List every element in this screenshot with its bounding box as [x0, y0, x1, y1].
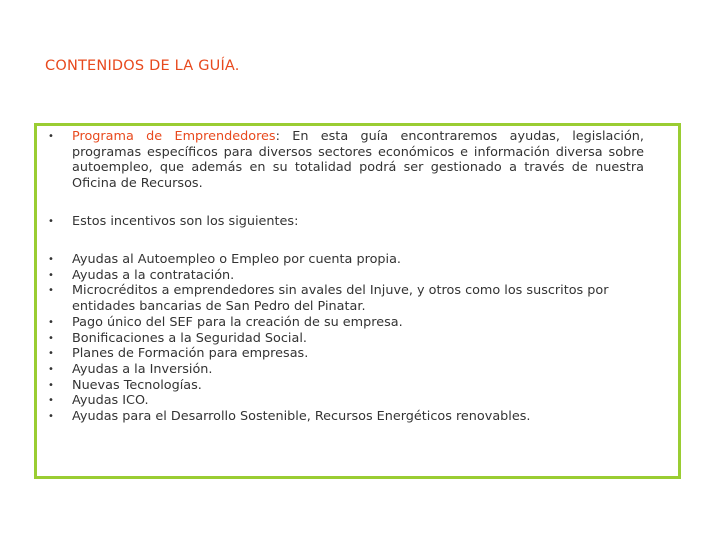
list-item — [37, 362, 678, 378]
list-item — [37, 346, 678, 362]
bullet-icon: • — [48, 131, 54, 142]
list-item-text: Nuevas Tecnologías. — [72, 377, 202, 393]
list-item-text: Ayudas para el Desarrollo Sostenible, Recursos Energéticos renovables. — [72, 409, 531, 425]
bullet-icon: • — [48, 379, 54, 391]
list-item-text: Ayudas a la contratación. — [72, 267, 235, 283]
intro-block — [37, 129, 678, 192]
bullet-icon: • — [48, 269, 54, 281]
list-item-text: Bonificaciones a la Seguridad Social. — [72, 330, 307, 346]
list-item-text: Ayudas ICO. — [72, 393, 149, 409]
bullet-icon: • — [48, 285, 54, 297]
bullet-icon: • — [48, 395, 54, 407]
list-item-text: Ayudas al Autoempleo o Empleo por cuenta propia. — [72, 252, 401, 267]
list-item — [37, 331, 678, 347]
list-item — [37, 393, 678, 409]
list-item-text: Microcréditos a emprendedores sin avales del Injuve, y otros como los suscritos por entidades bancarias de San Pedro del Pinatar. — [72, 283, 609, 315]
bullet-icon: • — [48, 216, 54, 227]
bullet-icon: • — [48, 316, 54, 328]
list-item — [37, 283, 678, 314]
incentives-block — [37, 214, 678, 230]
list-item-text: Pago único del SEF para la creación de su empresa. — [72, 314, 403, 330]
list-item — [37, 315, 678, 331]
list-item — [37, 378, 678, 394]
list-item — [37, 214, 678, 230]
bullet-icon: • — [48, 254, 54, 265]
incentives-list — [37, 252, 678, 425]
list-item-text: Planes de Formación para empresas. — [72, 346, 309, 362]
intro-term: Programa de Emprendedores — [72, 129, 276, 144]
content-box — [34, 123, 681, 479]
intro-text: : En esta guía encontraremos ayudas, legislación, programas específicos para diversos sectores económicos e información diversa sobre autoempleo, que además en su totalidad podrá ser gestionado a través de nuestra Oficina de Recursos. — [72, 129, 644, 192]
bullet-icon: • — [48, 411, 54, 423]
bullet-icon: • — [48, 363, 54, 375]
page-title: CONTENIDOS DE LA GUÍA. — [45, 58, 240, 74]
intro-paragraph — [72, 129, 678, 192]
list-item — [37, 409, 678, 425]
list-item — [37, 252, 678, 268]
incentives-text: Estos incentivos son los siguientes: — [72, 214, 299, 229]
bullet-icon: • — [48, 332, 54, 344]
list-item — [37, 268, 678, 284]
list-item-text: Ayudas a la Inversión. — [72, 361, 213, 377]
list-item — [37, 129, 678, 192]
bullet-icon: • — [48, 348, 54, 360]
